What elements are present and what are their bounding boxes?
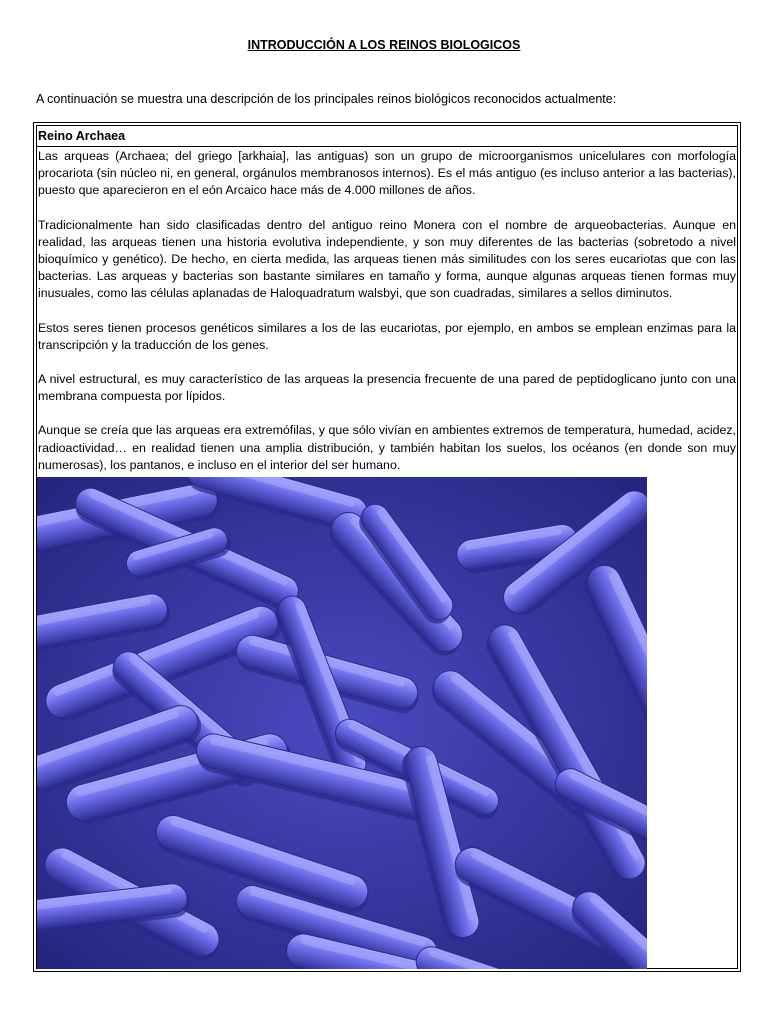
intro-text: A continuación se muestra una descripción de los principales reinos biológicos reconocidos actualmente: bbox=[36, 92, 617, 106]
document-title: INTRODUCCIÓN A LOS REINOS BIOLOGICOS bbox=[247, 38, 521, 52]
paragraph-4: A nivel estructural, es muy característico de las arqueas la presencia frecuente de una pared de peptidoglicano junto con una membrana compuesta por lípidos. bbox=[38, 372, 736, 404]
paragraph-3: Estos seres tienen procesos genéticos similares a los de las eucariotas, por ejemplo, en ambos se emplean enzimas para la transcripción y la traducción de los genes. bbox=[38, 320, 736, 352]
section-heading: Reino Archaea bbox=[37, 126, 737, 147]
paragraph-5: Aunque se creía que las arqueas era extremófilas, y que sólo vivían en ambientes extremos de temperatura, humedad, acidez, radioactividad… en realidad tienen una amplia distribución, y también habitan los suelos, los océanos (en donde son muy numerosas), los pantanos, e incluso en el interior del ser humano. bbox=[38, 423, 736, 472]
section-body bbox=[37, 147, 737, 474]
paragraph-1: Las arqueas (Archaea; del griego [arkhaia], las antiguas) son un grupo de microorganismos unicelulares con morfología procariota (sin núcleo ni, en general, orgánulos membranosos internos). Es el más antiguo (es incluso anterior a las bacterias), puesto que aparecieron en el eón Arcaico hace más de 4.000 millones de años. bbox=[38, 149, 736, 198]
micrograph-image bbox=[37, 477, 647, 969]
micrograph-svg bbox=[37, 477, 647, 969]
paragraph-2: Tradicionalmente han sido clasificadas dentro del antiguo reino Monera con el nombre de arqueobacterias. Aunque en realidad, las arqueas tienen una historia evolutiva independiente, y son muy diferentes de las bacterias (sobretodo a nivel bioquímico y genético). De hecho, en cierta medida, las arqueas tienen más similitudes con los seres eucariotas que con las bacterias. Las arqueas y bacterias son bastante similares en tamaño y forma, aunque algunas arqueas tienen formas muy inusuales, como las células aplanadas de Haloquadratum walsbyi, que son cuadradas, similares a sellos diminutos. bbox=[38, 217, 736, 301]
